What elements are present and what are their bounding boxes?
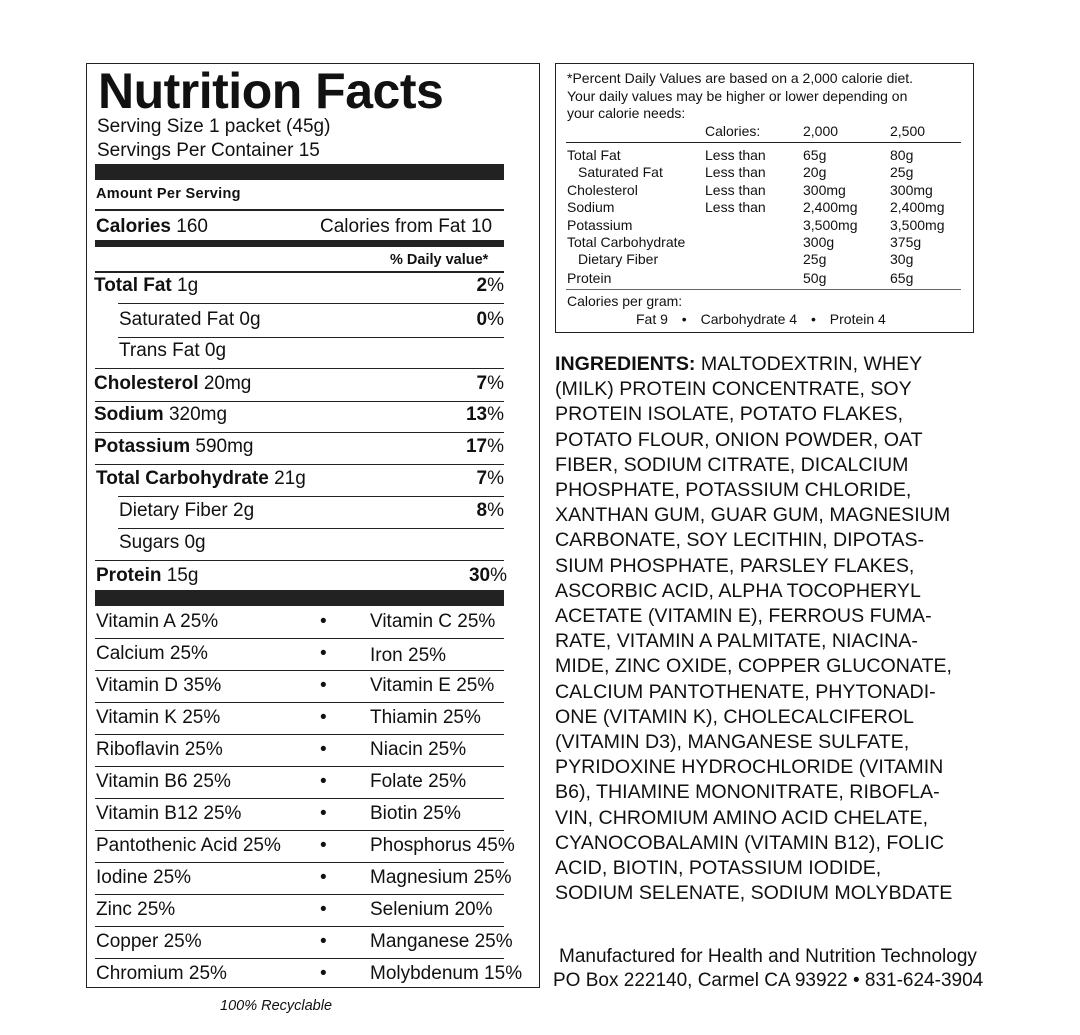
dv-limit: Less than: [705, 182, 766, 198]
vitamin-left: Pantothenic Acid 25%: [96, 835, 281, 856]
ingredient-line: [555, 503, 975, 528]
nutrient-pct-number: 8: [476, 500, 488, 521]
divider: [95, 560, 504, 561]
ingredient-line: [555, 831, 975, 856]
nutrient-label: Protein: [96, 565, 162, 586]
nutrient-row: [94, 275, 198, 297]
nutrient-daily-value: 17%: [465, 436, 504, 457]
nutrient-pct-number: 13: [465, 404, 488, 425]
dv-limit: Less than: [705, 147, 766, 163]
dv-2500: 3,500mg: [890, 217, 945, 233]
nutrient-daily-value: 7%: [476, 373, 504, 394]
ingredient-text: SODIUM SELENATE, SODIUM MOLYBDATE: [555, 882, 953, 905]
divider: [118, 337, 504, 338]
nutrient-row: [94, 436, 253, 458]
dv-2000: 20g: [803, 164, 827, 180]
divider: [95, 271, 504, 273]
ingredient-text: ASCORBIC ACID, ALPHA TOCOPHERYL: [555, 579, 921, 602]
dv-2500: 65g: [890, 270, 914, 286]
nutrient-label: Sugars: [119, 532, 180, 553]
dv-2500: 300mg: [890, 182, 933, 198]
calories-value: 160: [176, 216, 208, 237]
nutrient-daily-value: 13%: [465, 404, 504, 425]
dv-2500: 375g: [890, 234, 922, 250]
vitamin-right: Magnesium 25%: [370, 867, 512, 888]
daily-value-header: % Daily value*: [390, 252, 489, 268]
nutrient-daily-value: 0%: [476, 309, 504, 330]
manufacturer-line1: Manufactured for Health and Nutrition Technology: [559, 946, 977, 967]
cpg-protein: Protein 4: [829, 311, 886, 327]
dv-header-calories: Calories:: [705, 123, 761, 139]
ingredient-text: PHOSPHATE, POTASSIUM CHLORIDE,: [555, 479, 912, 502]
divider: [95, 894, 504, 895]
vitamin-bullet: •: [320, 803, 327, 824]
nutrient-pct-number: 30: [468, 565, 491, 586]
vitamin-right: Manganese 25%: [370, 931, 513, 952]
vitamin-right: Phosphorus 45%: [370, 835, 515, 856]
ingredient-line: [555, 629, 975, 654]
ingredient-line: [555, 604, 975, 629]
vitamin-left: Iodine 25%: [96, 867, 192, 888]
vitamin-right: Molybdenum 15%: [370, 963, 523, 984]
amount-per-serving-label: Amount Per Serving: [96, 186, 241, 202]
nutrient-amount: 2g: [233, 500, 255, 521]
vitamin-left: Calcium 25%: [96, 643, 208, 664]
ingredient-text: POTATO FLOUR, ONION POWDER, OAT: [555, 428, 923, 451]
vitamin-bullet: •: [320, 611, 327, 632]
vitamin-right: Vitamin C 25%: [370, 611, 496, 632]
ingredient-line: [555, 680, 975, 705]
nutrient-pct-number: 2: [476, 275, 488, 296]
bullet: •: [811, 311, 816, 327]
ingredient-line: [555, 579, 975, 604]
dv-nutrient: Total Fat: [567, 147, 621, 163]
nutrient-label: Sodium: [94, 404, 164, 425]
divider: [118, 303, 504, 304]
ingredient-line: [555, 806, 975, 831]
ingredient-line: [555, 402, 975, 427]
nutrient-amount: 0g: [239, 309, 261, 330]
ingredient-line: [555, 654, 975, 679]
manufacturer-line2: PO Box 222140, Carmel CA 93922 • 831-624-3904: [553, 970, 984, 991]
ingredient-line: [555, 528, 975, 553]
ingredient-text: ACID, BIOTIN, POTASSIUM IODIDE,: [555, 857, 882, 880]
vitamin-bullet: •: [320, 899, 327, 920]
ingredient-text: PROTEIN ISOLATE, POTATO FLAKES,: [555, 403, 904, 426]
dv-nutrient: Total Carbohydrate: [567, 234, 686, 250]
nutrient-row: [119, 340, 226, 362]
nutrition-facts-title: Nutrition Facts: [98, 63, 444, 119]
dv-limit: Less than: [705, 199, 766, 215]
divider: [95, 766, 504, 767]
ingredient-line: [555, 453, 975, 478]
vitamin-bullet: •: [320, 675, 327, 696]
servings-per-container: Servings Per Container 15: [97, 140, 320, 161]
vitamin-right: Selenium 20%: [370, 899, 493, 920]
ingredient-text: B6), THIAMINE MONONITRATE, RIBOFLA-: [555, 781, 940, 804]
ingredient-line: [555, 780, 975, 805]
ingredient-line: [555, 705, 975, 730]
ingredient-line: [555, 856, 975, 881]
nutrient-row: [119, 532, 206, 554]
ingredient-text: (MILK) PROTEIN CONCENTRATE, SOY: [555, 378, 912, 401]
dv-divider: [566, 289, 961, 290]
divider: [95, 862, 504, 863]
nutrient-amount: 0g: [204, 340, 227, 361]
calories-label: Calories: [96, 216, 171, 237]
dv-limit: Less than: [705, 164, 766, 180]
dv-2000: 300mg: [803, 182, 846, 198]
ingredient-text: SIUM PHOSPHATE, PARSLEY FLAKES,: [555, 554, 915, 577]
ingredient-text: CALCIUM PANTOTHENATE, PHYTONADI-: [555, 680, 936, 703]
nutrient-daily-value: 30%: [468, 565, 507, 586]
dv-nutrient: Dietary Fiber: [578, 251, 659, 267]
nutrient-daily-value: 2%: [476, 275, 504, 296]
nutrient-row: [94, 404, 227, 426]
ingredient-line: [555, 478, 975, 503]
vitamin-left: Vitamin A 25%: [96, 611, 219, 632]
dv-intro-line: your calorie needs:: [567, 105, 686, 121]
ingredient-text: PYRIDOXINE HYDROCHLORIDE (VITAMIN: [555, 756, 944, 779]
ingredient-text: MALTODEXTRIN, WHEY: [700, 353, 923, 375]
cpg-fat: Fat 9: [636, 311, 668, 327]
vitamin-left: Vitamin D 35%: [96, 675, 222, 696]
dv-2500: 2,400mg: [890, 199, 945, 215]
ingredient-line: [555, 352, 975, 377]
vitamin-right: Thiamin 25%: [370, 707, 481, 728]
divider: [95, 464, 504, 465]
vitamin-bullet: •: [320, 643, 327, 664]
nutrient-pct-number: 0: [476, 309, 488, 330]
dv-2000: 50g: [803, 270, 827, 286]
dv-nutrient: Potassium: [567, 217, 633, 233]
nutrient-pct-number: 7: [476, 373, 488, 394]
divider: [95, 209, 504, 211]
dv-header-2500: 2,500: [890, 123, 926, 139]
dv-nutrient: Cholesterol: [567, 182, 638, 198]
divider: [95, 401, 504, 402]
vitamin-right: Vitamin E 25%: [370, 675, 495, 696]
dv-nutrient: Sodium: [567, 199, 615, 215]
divider: [95, 638, 504, 639]
nutrient-row: [96, 565, 198, 587]
nutrient-daily-value: 7%: [476, 468, 504, 489]
vitamin-right: Biotin 25%: [370, 803, 461, 824]
dv-2500: 30g: [890, 251, 914, 267]
ingredient-text: RATE, VITAMIN A PALMITATE, NIACINA-: [555, 630, 918, 653]
nutrient-label: Total Fat: [94, 275, 172, 296]
vitamin-right: Folate 25%: [370, 771, 467, 792]
ingredient-text: CARBONATE, SOY LECITHIN, DIPOTAS-: [555, 529, 925, 552]
vitamin-bullet: •: [320, 739, 327, 760]
bullet: •: [681, 311, 687, 327]
dv-nutrient: Saturated Fat: [578, 164, 663, 180]
calories-per-gram-row: [636, 311, 886, 327]
ingredient-text: VIN, CHROMIUM AMINO ACID CHELATE,: [555, 806, 929, 829]
nutrient-label: Cholesterol: [94, 373, 199, 394]
ingredient-text: FIBER, SODIUM CITRATE, DICALCIUM: [555, 453, 909, 476]
nutrient-daily-value: 8%: [476, 500, 504, 521]
nutrient-amount: 590mg: [195, 436, 254, 457]
vitamin-bullet: •: [320, 931, 327, 952]
nutrient-pct-number: 7: [476, 468, 488, 489]
nutrient-amount: 320mg: [168, 404, 228, 425]
ingredient-text: ONE (VITAMIN K), CHOLECALCIFEROL: [555, 705, 914, 728]
divider: [95, 926, 504, 927]
vitamin-bullet: •: [320, 867, 327, 888]
dv-2000: 300g: [803, 234, 835, 250]
medium-divider: [95, 240, 504, 247]
nutrient-row: [96, 468, 306, 490]
vitamin-right: Iron 25%: [370, 645, 447, 666]
nutrient-row: [94, 373, 251, 395]
calories-row: [96, 216, 208, 238]
dv-divider: [566, 142, 961, 143]
nutrient-amount: 1g: [177, 275, 199, 296]
serving-size: Serving Size 1 packet (45g): [97, 116, 331, 137]
dv-intro-line: *Percent Daily Values are based on a 2,000 calorie diet.: [567, 70, 914, 86]
vitamin-left: Vitamin K 25%: [96, 707, 221, 728]
ingredient-text: CYANOCOBALAMIN (VITAMIN B12), FOLIC: [555, 831, 945, 854]
nutrient-label: Trans Fat: [119, 340, 200, 361]
dv-nutrient: Protein: [567, 270, 612, 286]
divider: [118, 496, 504, 497]
nutrient-row: [119, 500, 254, 522]
dv-2000: 25g: [803, 251, 827, 267]
nutrient-amount: 21g: [274, 468, 306, 489]
dv-2000: 3,500mg: [803, 217, 858, 233]
ingredient-text: ACETATE (VITAMIN E), FERROUS FUMA-: [555, 605, 932, 628]
dv-intro-line: Your daily values may be higher or lower depending on: [567, 87, 908, 104]
vitamin-left: Riboflavin 25%: [96, 739, 223, 760]
nutrient-label: Saturated Fat: [119, 309, 235, 330]
calories-from-fat: Calories from Fat 10: [320, 216, 493, 237]
nutrient-pct-number: 17: [465, 436, 488, 457]
dv-header-2000: 2,000: [803, 123, 839, 139]
divider: [95, 734, 504, 735]
ingredient-text: MIDE, ZINC OXIDE, COPPER GLUCONATE,: [555, 655, 953, 678]
vitamin-right: Niacin 25%: [370, 739, 467, 760]
vitamin-left: Vitamin B6 25%: [96, 771, 231, 792]
ingredient-line: [555, 377, 975, 402]
calories-per-gram-label: Calories per gram:: [567, 293, 683, 309]
ingredient-line: [555, 730, 975, 755]
dv-2000: 2,400mg: [803, 199, 858, 215]
nutrient-label: Dietary Fiber: [119, 500, 228, 521]
divider: [95, 830, 504, 831]
ingredient-text: XANTHAN GUM, GUAR GUM, MAGNESIUM: [555, 504, 951, 527]
divider: [95, 670, 504, 671]
vitamin-bullet: •: [320, 771, 327, 792]
vitamin-left: Copper 25%: [96, 931, 202, 952]
nutrient-amount: 0g: [184, 532, 206, 553]
vitamin-left: Chromium 25%: [96, 963, 227, 984]
ingredient-line: [555, 755, 975, 780]
dv-2500: 80g: [890, 147, 914, 163]
nutrient-row: [119, 309, 261, 331]
ingredient-text: (VITAMIN D3), MANGANESE SULFATE,: [555, 731, 910, 754]
divider: [95, 702, 504, 703]
recyclable-note: 100% Recyclable: [220, 998, 333, 1014]
ingredients-block: [555, 352, 975, 906]
divider: [95, 368, 504, 369]
cpg-carb: Carbohydrate 4: [700, 311, 798, 327]
ingredient-line: [555, 554, 975, 579]
nutrient-label: Potassium: [94, 436, 191, 457]
nutrient-amount: 20mg: [203, 373, 252, 394]
ingredients-label: INGREDIENTS:: [555, 353, 696, 375]
vitamin-bullet: •: [320, 835, 327, 856]
vitamin-bullet: •: [320, 707, 327, 728]
thick-divider: [95, 590, 504, 606]
divider: [118, 528, 504, 529]
dv-2000: 65g: [803, 147, 827, 163]
divider: [95, 798, 504, 799]
divider: [95, 958, 504, 959]
divider: [95, 432, 504, 433]
vitamin-left: Zinc 25%: [96, 899, 176, 920]
nutrient-label: Total Carbohydrate: [96, 468, 269, 489]
nutrient-amount: 15g: [166, 565, 199, 586]
vitamin-bullet: •: [320, 963, 327, 984]
ingredient-line: [555, 428, 975, 453]
thick-divider: [95, 164, 504, 180]
dv-2500: 25g: [890, 164, 914, 180]
vitamin-left: Vitamin B12 25%: [96, 803, 242, 824]
ingredient-line: [555, 881, 975, 906]
